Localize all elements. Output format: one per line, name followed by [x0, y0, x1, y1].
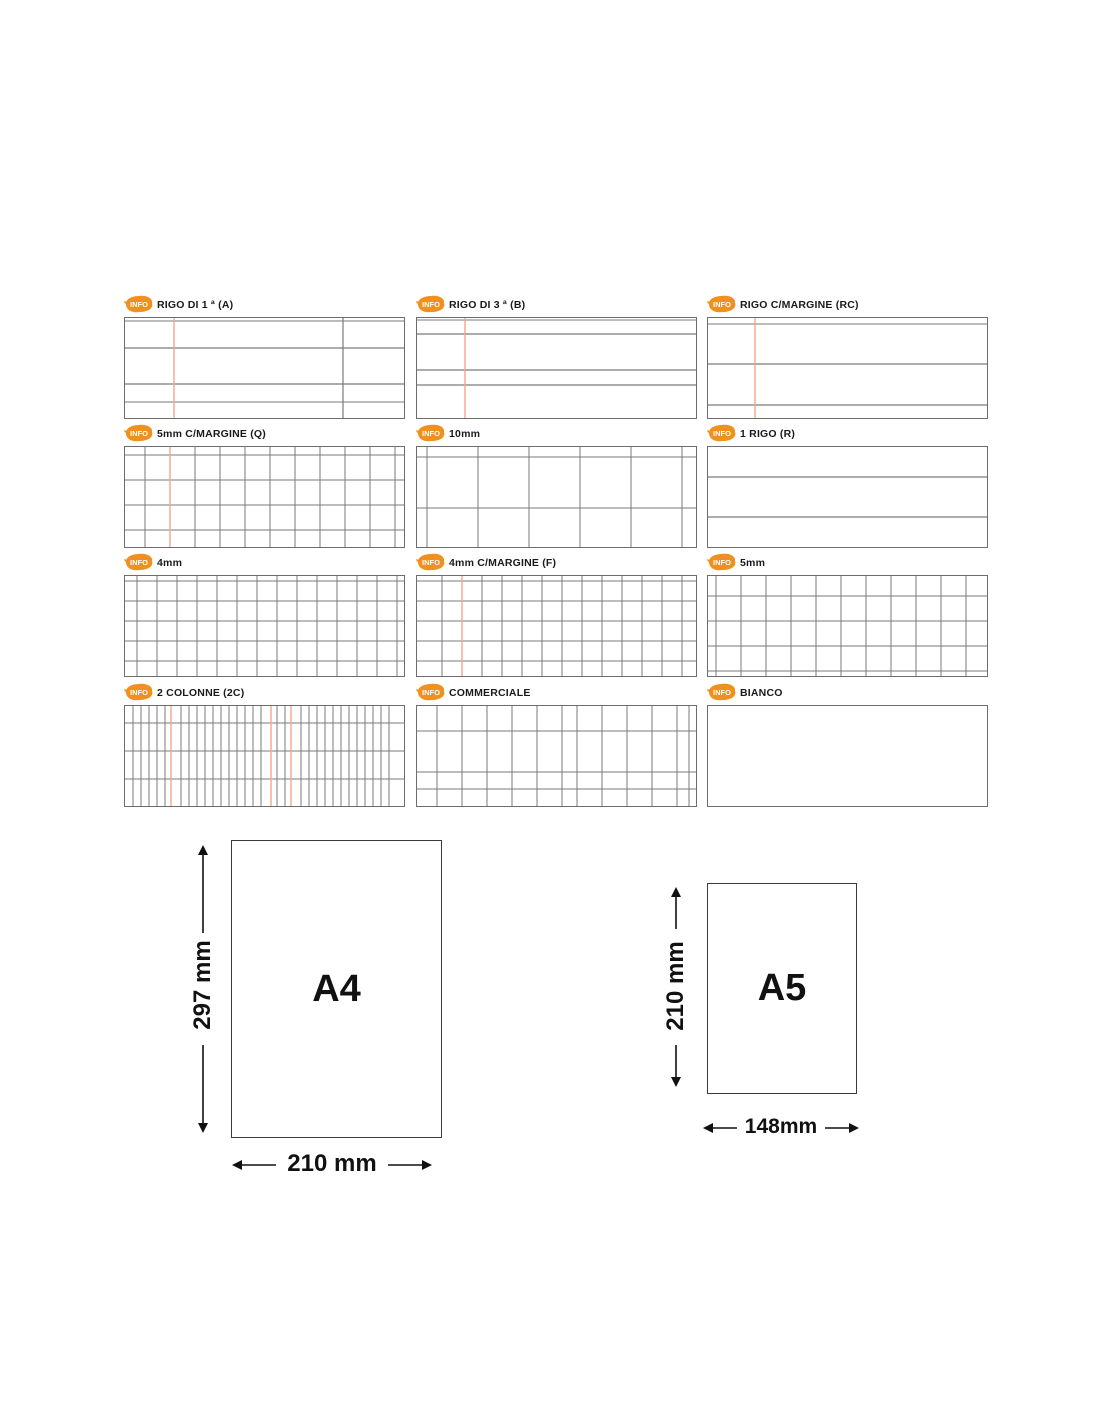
a4-sheet	[231, 840, 442, 1138]
paper-label: 5mm C/MARGINE (Q)	[157, 428, 266, 440]
svg-text:INFO: INFO	[422, 558, 440, 567]
svg-text:INFO: INFO	[422, 300, 440, 309]
ruling-pattern-f	[417, 576, 696, 676]
paper-preview	[416, 317, 697, 419]
ruling-pattern-2c	[125, 706, 404, 806]
paper-preview	[416, 705, 697, 807]
paper-label: 5mm	[740, 557, 766, 569]
info-badge-icon[interactable]	[707, 552, 737, 572]
svg-text:INFO: INFO	[130, 429, 148, 438]
svg-text:INFO: INFO	[130, 558, 148, 567]
svg-text:INFO: INFO	[713, 558, 731, 567]
a5-height-label: 210 mm	[662, 941, 689, 1031]
info-badge-icon[interactable]	[124, 552, 154, 572]
paper-preview	[124, 317, 405, 419]
ruling-pattern-a	[125, 318, 404, 418]
info-badge-icon[interactable]	[124, 682, 154, 702]
ruling-pattern-10mm	[417, 447, 696, 547]
paper-preview	[707, 446, 988, 548]
info-badge-icon[interactable]	[707, 682, 737, 702]
a4-label: A4	[312, 967, 361, 1010]
ruling-pattern-q	[125, 447, 404, 547]
paper-label: 2 COLONNE (2C)	[157, 687, 245, 699]
paper-preview	[707, 317, 988, 419]
a5-width-label: 148mm	[744, 1115, 818, 1138]
paper-label: 1 RIGO (R)	[740, 428, 796, 440]
info-badge-icon[interactable]	[416, 552, 446, 572]
paper-label: RIGO C/MARGINE (RC)	[740, 299, 859, 311]
paper-preview	[124, 705, 405, 807]
info-badge-icon[interactable]	[124, 294, 154, 314]
paper-label: RIGO DI 3 ª (B)	[449, 299, 526, 311]
paper-label: RIGO DI 1 ª (A)	[157, 299, 234, 311]
info-badge-icon[interactable]	[707, 294, 737, 314]
info-badge-icon[interactable]	[707, 423, 737, 443]
info-badge-icon[interactable]	[416, 682, 446, 702]
paper-preview	[124, 446, 405, 548]
paper-label: COMMERCIALE	[449, 687, 531, 699]
ruling-pattern-blank	[708, 706, 987, 806]
paper-preview	[416, 446, 697, 548]
ruling-pattern-commerciale	[417, 706, 696, 806]
svg-text:INFO: INFO	[713, 300, 731, 309]
svg-text:INFO: INFO	[713, 688, 731, 697]
ruling-pattern-5mm	[708, 576, 987, 676]
paper-preview	[707, 575, 988, 677]
a4-width-label: 210 mm	[287, 1150, 377, 1177]
paper-preview	[416, 575, 697, 677]
svg-text:INFO: INFO	[130, 688, 148, 697]
info-badge-icon[interactable]	[124, 423, 154, 443]
paper-label: 4mm	[157, 557, 183, 569]
a5-sheet	[707, 883, 857, 1094]
a4-height-label: 297 mm	[189, 940, 216, 1030]
info-badge-icon[interactable]	[416, 294, 446, 314]
svg-text:INFO: INFO	[713, 429, 731, 438]
ruling-pattern-r	[708, 447, 987, 547]
ruling-pattern-rc	[708, 318, 987, 418]
paper-label: BIANCO	[740, 687, 783, 699]
ruling-pattern-4mm	[125, 576, 404, 676]
svg-text:INFO: INFO	[130, 300, 148, 309]
a5-label: A5	[757, 967, 807, 1009]
ruling-pattern-b	[417, 318, 696, 418]
svg-text:INFO: INFO	[422, 429, 440, 438]
svg-text:INFO: INFO	[422, 688, 440, 697]
paper-preview	[124, 575, 405, 677]
paper-preview	[707, 705, 988, 807]
paper-label: 4mm C/MARGINE (F)	[449, 557, 557, 569]
info-badge-icon[interactable]	[416, 423, 446, 443]
paper-label: 10mm	[449, 428, 481, 440]
